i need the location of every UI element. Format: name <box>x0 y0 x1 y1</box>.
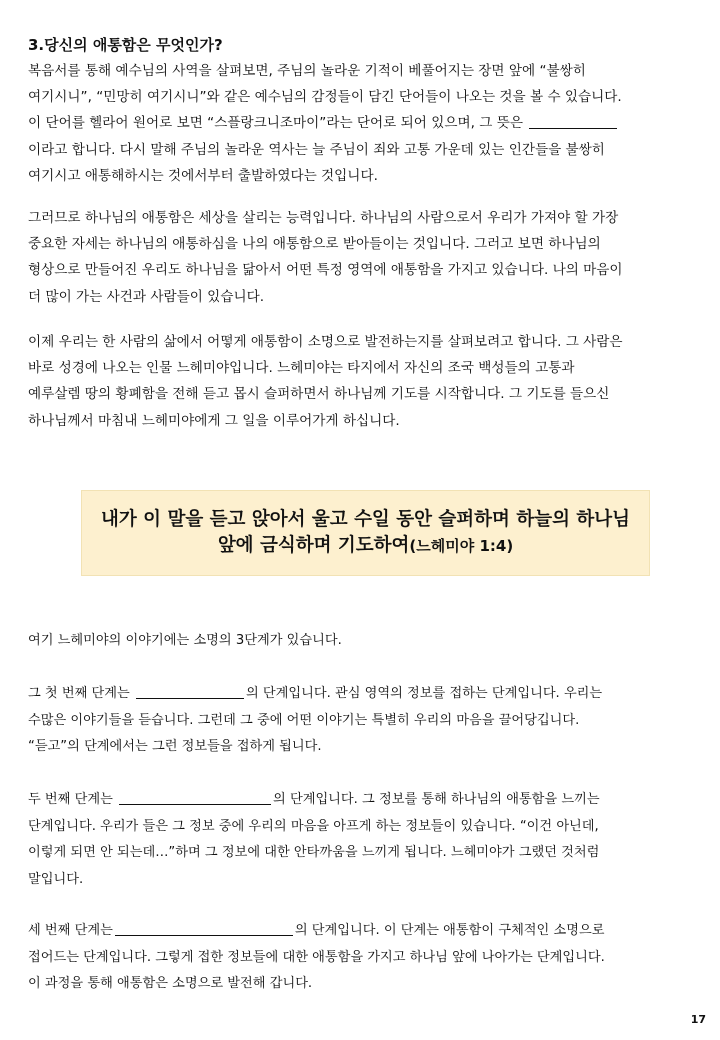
paragraph-line: 이제 우리는 한 사람의 삶에서 어떻게 애통함이 소명으로 발전하는지를 살펴보려고 합니다. 그 사람은 <box>28 334 623 350</box>
three-stages-intro <box>28 628 700 655</box>
stage-line: “듣고”의 단계에서는 그런 정보들을 접하게 됩니다. <box>28 739 322 754</box>
paragraph-line: 여기시고 애통해하시는 것에서부터 출발하였다는 것입니다. <box>28 167 378 184</box>
section-heading: 3.당신의 애통함은 무엇인가? <box>28 36 223 54</box>
stage-line: 단계입니다. 우리가 들은 그 정보 중에 우리의 마음을 아프게 하는 정보들이 있습니다. “이건 아닌데, <box>28 818 599 834</box>
quote-reference: (느헤미야 1:4) <box>409 537 514 555</box>
paragraph-gods-compassion <box>28 205 700 310</box>
stage-line: 말입니다. <box>28 871 84 887</box>
stage-line: 수많은 이야기들을 듣습니다. 그런데 그 중에 어떤 이야기는 특별히 우리의 마음을 끌어당깁니다. <box>28 712 580 728</box>
stage-line: 이렇게 되면 안 되는데…”하며 그 정보에 대한 안타까움을 느끼게 됩니다. 느헤미야가 그랬던 것처럼 <box>28 845 600 860</box>
stage-line: 접어드는 단계입니다. 그렇게 접한 정보들에 대한 애통함을 가지고 하나님 앞에 나아가는 단계입니다. <box>28 949 605 965</box>
paragraph-line: 복음서를 통해 예수님의 사역을 살펴보면, 주님의 놀라운 기적이 베풀어지는 장면 앞에 “불쌍히 <box>28 63 586 79</box>
paragraph-nehemiah <box>28 329 700 434</box>
paragraph-line: 하나님께서 마침내 느헤미야에게 그 일을 이루어가게 하십니다. <box>28 412 400 429</box>
intro-text: 여기 느헤미야의 이야기에는 소명의 3단계가 있습니다. <box>28 633 342 648</box>
paragraph-line: 중요한 자세는 하나님의 애통하심을 나의 애통함으로 받아들이는 것입니다. 그러고 보면 하나님의 <box>28 236 601 253</box>
paragraph-compassion-words <box>28 58 700 189</box>
stage-line <box>28 681 700 708</box>
stage-line <box>28 787 700 814</box>
stage-line-text: 의 단계입니다. 그 정보를 통해 하나님의 애통함을 느끼는 <box>273 792 600 807</box>
quote-line <box>218 533 513 559</box>
stage-line-text: 그 첫 번째 단계는 <box>28 686 130 701</box>
paragraph-line: 그러므로 하나님의 애통함은 세상을 살리는 능력입니다. 하나님의 사람으로서 우리가 가져야 할 가장 <box>28 210 619 226</box>
paragraph-line-text: 이 단어를 헬라어 원어로 보면 “스플랑크니조마이”라는 단어로 되어 있으며, 그 뜻은 <box>28 115 523 132</box>
paragraph-line: 예루살렘 땅의 황폐함을 전해 듣고 몹시 슬퍼하면서 하나님께 기도를 시작합니다. 그 기도를 들으신 <box>28 386 610 403</box>
paragraph-line: 바로 성경에 나오는 인물 느헤미야입니다. 느헤미야는 타지에서 자신의 조국 백성들의 고통과 <box>28 360 575 377</box>
stage-line: 이 과정을 통해 애통함은 소명으로 발전해 갑니다. <box>28 976 313 991</box>
fill-in-blank-stage-two[interactable] <box>119 788 271 805</box>
stage-line <box>28 918 700 945</box>
fill-in-blank-stage-one[interactable] <box>136 682 244 699</box>
scripture-quote-box <box>81 490 650 576</box>
stage-line-text: 의 단계입니다. 이 단계는 애통함이 구체적인 소명으로 <box>294 923 605 938</box>
fill-in-blank-meaning[interactable] <box>529 112 617 129</box>
stage-three <box>28 918 700 998</box>
stage-line-text: 세 번째 단계는 <box>28 923 113 938</box>
paragraph-line: 형상으로 만들어진 우리도 하나님을 닮아서 어떤 특정 영역에 애통함을 가지고 있습니다. 나의 마음이 <box>28 262 623 279</box>
paragraph-line: 더 많이 가는 사건과 사람들이 있습니다. <box>28 288 265 305</box>
stage-two <box>28 787 700 893</box>
paragraph-line <box>28 110 700 136</box>
paragraph-line: 이라고 합니다. 다시 말해 주님의 놀라운 역사는 늘 주님이 죄와 고통 가운데 있는 인간들을 불쌍히 <box>28 141 605 158</box>
page-number: 17 <box>690 1013 706 1026</box>
fill-in-blank-stage-three[interactable] <box>115 919 293 936</box>
quote-text: 앞에 금식하며 기도하여 <box>217 535 410 556</box>
stage-line-text: 두 번째 단계는 <box>28 792 113 807</box>
stage-line-text: 의 단계입니다. 관심 영역의 정보를 접하는 단계입니다. 우리는 <box>245 686 603 701</box>
quote-line: 내가 이 말을 듣고 앉아서 울고 수일 동안 슬퍼하며 하늘의 하나님 <box>100 509 631 530</box>
paragraph-line: 여기시니”, “민망히 여기시니”와 같은 예수님의 감정들이 담긴 단어들이 나오는 것을 볼 수 있습니다. <box>28 89 622 106</box>
stage-one <box>28 681 700 761</box>
